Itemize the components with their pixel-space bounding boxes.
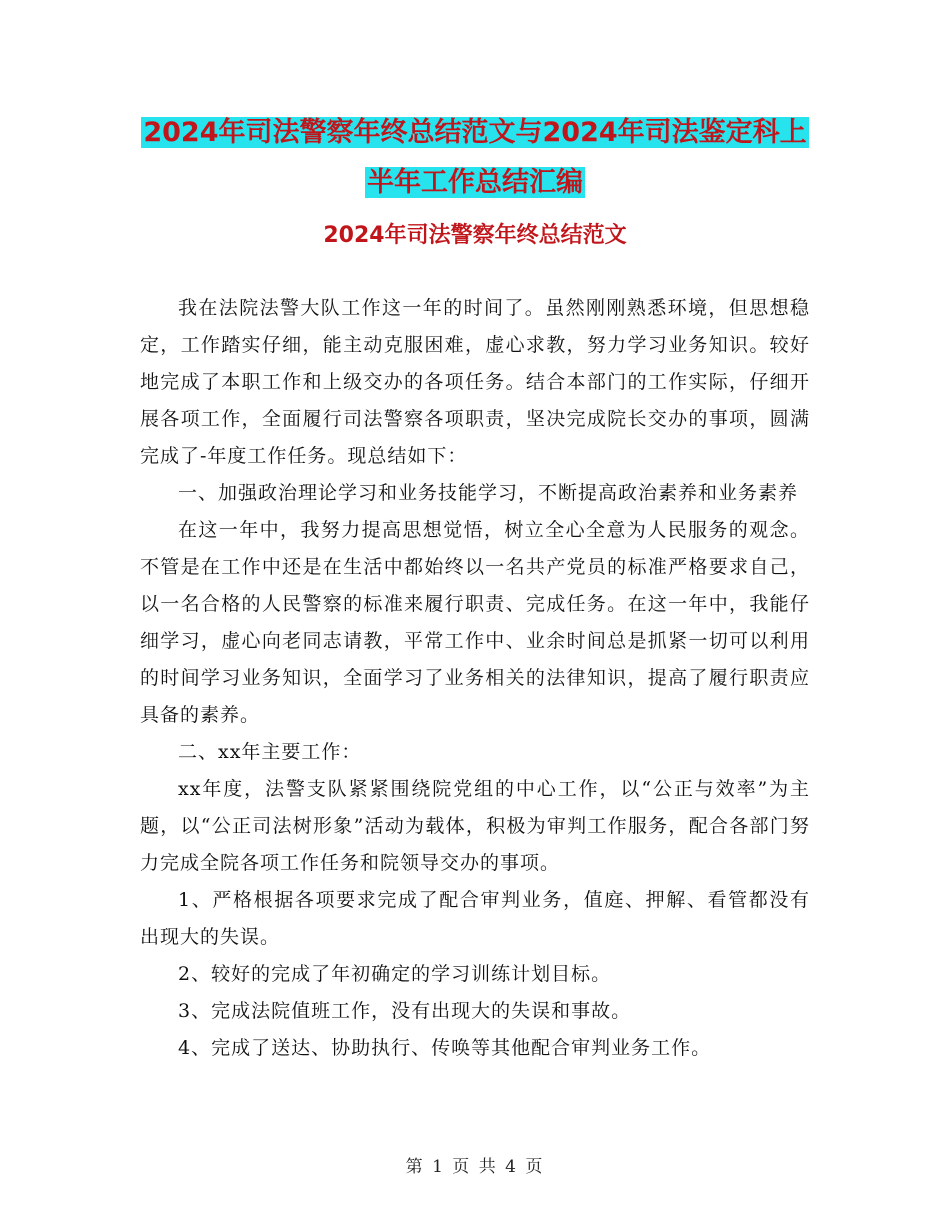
document-title-line-1: 2024年司法警察年终总结范文与2024年司法鉴定科上: [143, 117, 807, 148]
section-title: 2024年司法警察年终总结范文: [323, 223, 627, 248]
document-body: [140, 290, 810, 1067]
paragraph-work-summary: xx年度，法警支队紧紧围绕院党组的中心工作，以“公正与效率”为主题，以“公正司法树形象”活动为载体，积极为审判工作服务，配合各部门努力完成全院各项工作任务和院领导交办的事项。: [140, 778, 810, 874]
page-footer: 第 1 页 共 4 页: [405, 1157, 545, 1177]
list-item-2: 2、较好的完成了年初确定的学习训练计划目标。: [178, 963, 612, 985]
paragraph-intro: 我在法院法警大队工作这一年的时间了。虽然刚刚熟悉环境，但思想稳定，工作踏实仔细，能主动克服困难，虚心求教，努力学习业务知识。较好地完成了本职工作和上级交办的各项任务。结合本部门的工作实际，仔细开展各项工作，全面履行司法警察各项职责，坚决完成院长交办的事项，圆满完成了-年度工作任务。现总结如下：: [140, 297, 810, 467]
paragraph-heading-2: 二、xx年主要工作：: [178, 741, 362, 763]
paragraph-study: 在这一年中，我努力提高思想觉悟，树立全心全意为人民服务的观念。不管是在工作中还是在生活中都始终以一名共产党员的标准严格要求自己，以一名合格的人民警察的标准来履行职责、完成任务。在这一年中，我能仔细学习，虚心向老同志请教，平常工作中、业余时间总是抓紧一切可以利用的时间学习业务知识，全面学习了业务相关的法律知识，提高了履行职责应具备的素养。: [140, 519, 810, 726]
list-item-3: 3、完成法院值班工作，没有出现大的失误和事故。: [178, 1000, 632, 1022]
list-item-4: 4、完成了送达、协助执行、传唤等其他配合审判业务工作。: [178, 1037, 712, 1059]
paragraph-heading-1: 一、加强政治理论学习和业务技能学习，不断提高政治素养和业务素养: [178, 482, 799, 504]
document-title-line-2: 半年工作总结汇编: [367, 167, 583, 198]
list-item-1: 1、严格根据各项要求完成了配合审判业务，值庭、押解、看管都没有出现大的失误。: [140, 889, 810, 948]
document-title: [140, 108, 810, 208]
